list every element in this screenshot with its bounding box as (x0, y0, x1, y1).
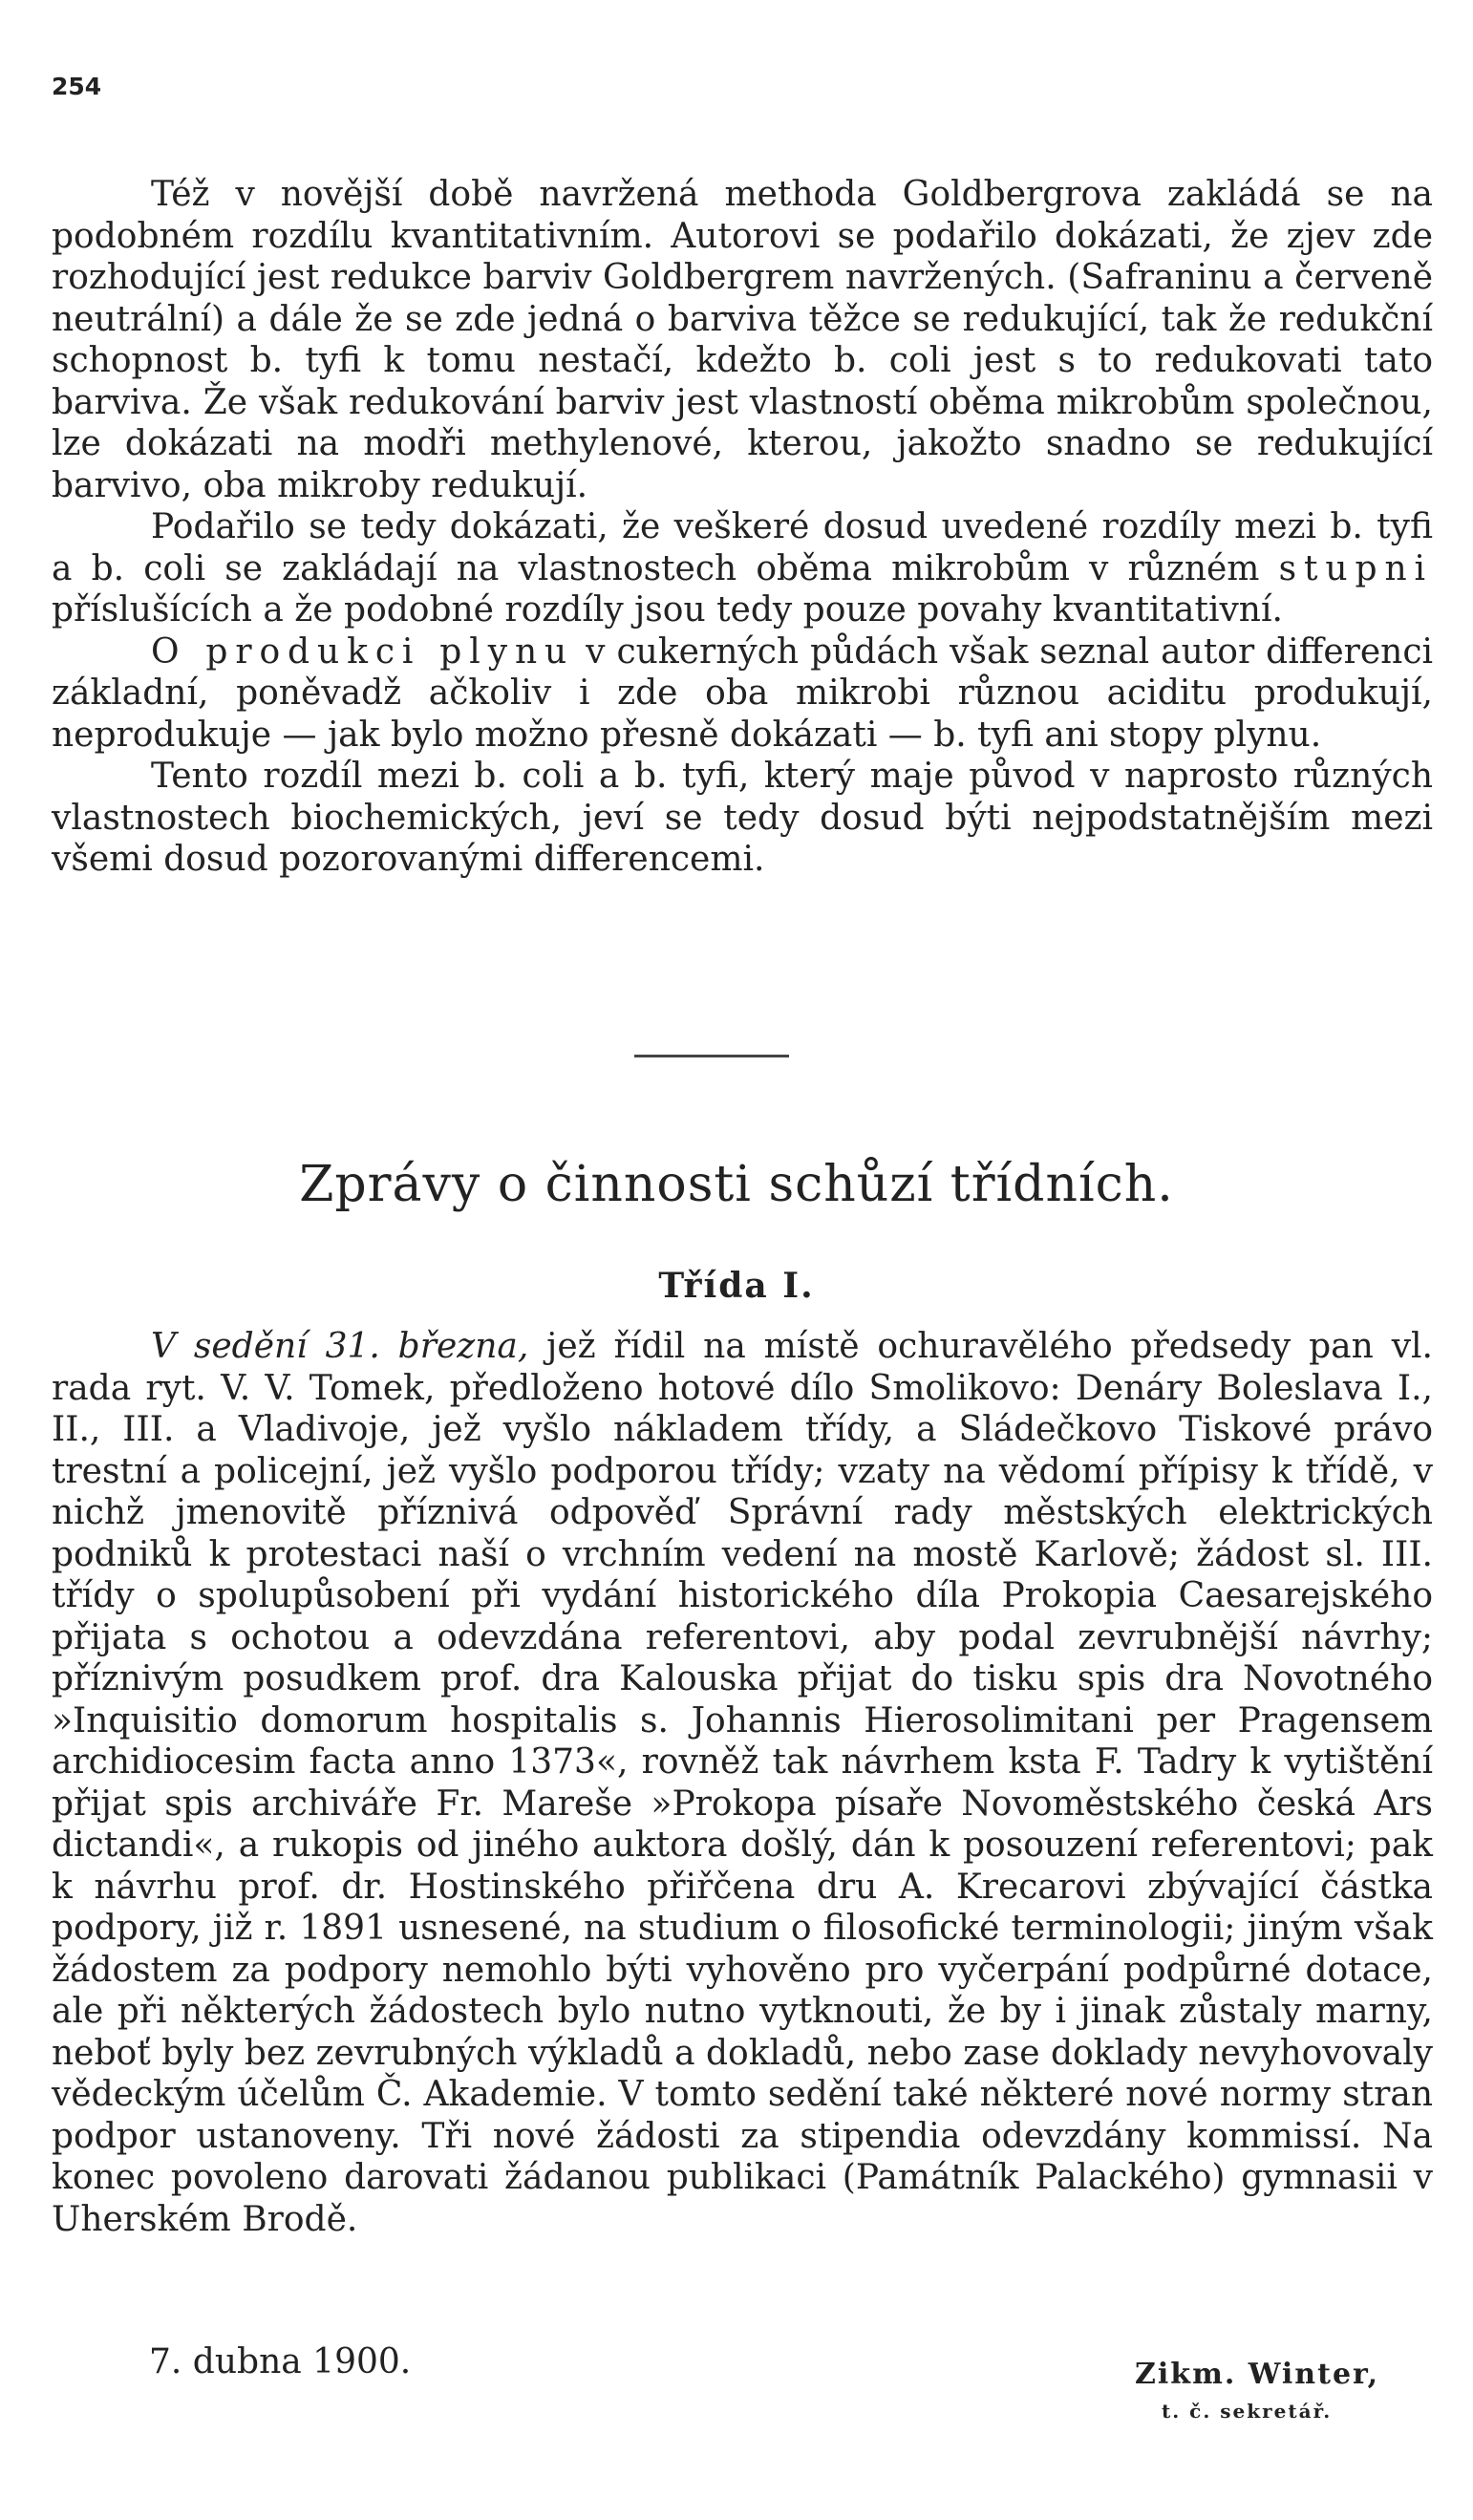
signature-name: Zikm. Winter, (1135, 2358, 1380, 2391)
meeting-date-lead: V sedění 31. března, (151, 1327, 529, 1366)
spaced-emphasis-produkci-plynu: O produkci plynu (151, 631, 575, 672)
paragraph-goldberg-method: Též v novější době navržená methoda Goldbergrova zakládá se na podobném rozdílu kvantitativním. Autorovi se podařilo dokázati, že zjev zde rozhodující jest redukce barviv Goldbergrem navržených. (Safraninu a červeně neutrální) a dále že se zde jedná o barviva těžce se redukující, tak že redukční schopnost b. tyfi k tomu nestačí, kdežto b. coli jest s to redukovati tato barviva. Že však redukování barviv jest vlastností oběma mikrobům společnou, lze dokázati na modři methylenové, kterou, jakožto snadno se redukující barvivo, oba mikroby redukují. (52, 175, 1433, 505)
paragraph-conclusion: Tento rozdíl mezi b. coli a b. tyfi, který maje původ v naprosto různých vlastnostech biochemických, jeví se tedy dosud býti nejpodstatnějším mezi všemi dosud pozorovanými differencemi. (52, 757, 1433, 879)
report-section (52, 1326, 1433, 2240)
spaced-emphasis-stupni: stupni (1278, 548, 1433, 588)
paragraph-meeting-report: V sedění 31. března, jež řídil na místě ochuravělého předsedy pan vl. rada ryt. V. V. Tomek, předloženo hotové dílo Smolikovo: Denáry Boleslava I., II., III. a Vladivoje, jež vyšlo nákladem třídy, a Sládečkovo Tiskové právo trestní a policejní, jež vyšlo podporou třídy; vzaty na vědomí přípisy k třídě, v nichž jmenovitě příznivá odpověď Správní rady městských elektrických podniků k protestaci naší o vrchním vedení na mostě Karlově; žádost sl. III. třídy o spolupůsobení při vydání historického díla Prokopia Caesarejského přijata s ochotou a odevzdána referentovi, aby podal zevrubnější návrhy; příznivým posudkem prof. dra Kalouska přijat do tisku spis dra Novotného »Inquisitio domorum hospitalis s. Johannis Hierosolimitani per Pragensem archidiocesim facta anno 1373«, rovněž tak návrhem ksta F. Tadry k vytištění přijat spis archiváře Fr. Mareše »Prokopa písaře Novoměstského česká Ars dictandi«, a rukopis od jiného auktora došlý, dán k posouzení referentovi; pak k návrhu prof. dr. Hostinského přiřčena dru A. Krecarovi zbývající částka podpory, již r. 1891 usnesené, na studium o filosofické terminologii; jiným však žádostem za podpory nemohlo býti vyhověno pro vyčerpání podpůrné dotace, ale při některých žádostech bylo nutno vytknouti, že by i jinak zůstaly marny, neboť byly bez zevrubných výkladů a dokladů, nebo zase doklady nevyhovovaly vědeckým účelům Č. Akademie. V tomto sedění také některé nové normy stran podpor ustanoveny. Tři nové žádosti za stipendia odevzdány kommissí. Na konec povoleno darovati žádanou publikaci (Památník Palackého) gymnasii v Uherském Brodě. (52, 1327, 1433, 2239)
top-text-section (52, 174, 1433, 881)
page-number: 254 (52, 73, 102, 100)
signature-role: t. č. sekretář. (1162, 2400, 1333, 2423)
paragraph-quantitative-differences: Podařilo se tedy dokázati, že veškeré dosud uvedené rozdíly mezi b. tyfi a b. coli se zakládají na vlastnostech oběma mikrobům v různém stupni příslušících a že podobné rozdíly jsou tedy pouze povahy kvantitativní. (52, 507, 1433, 630)
class-heading: Třída I. (658, 1266, 815, 1306)
paragraph-gas-production: O produkci plynu v cukerných půdách však seznal autor differenci základní, poněvadž ačkoliv i zde oba mikrobi různou aciditu produkují, neprodukuje — jak bylo možno přesně dokázati — b. tyfi ani stopy plynu. (52, 631, 1433, 755)
report-date: 7. dubna 1900. (149, 2342, 412, 2381)
section-title: Zprávy o činnosti schůzí třídních. (299, 1156, 1174, 1213)
section-divider (634, 1055, 789, 1057)
